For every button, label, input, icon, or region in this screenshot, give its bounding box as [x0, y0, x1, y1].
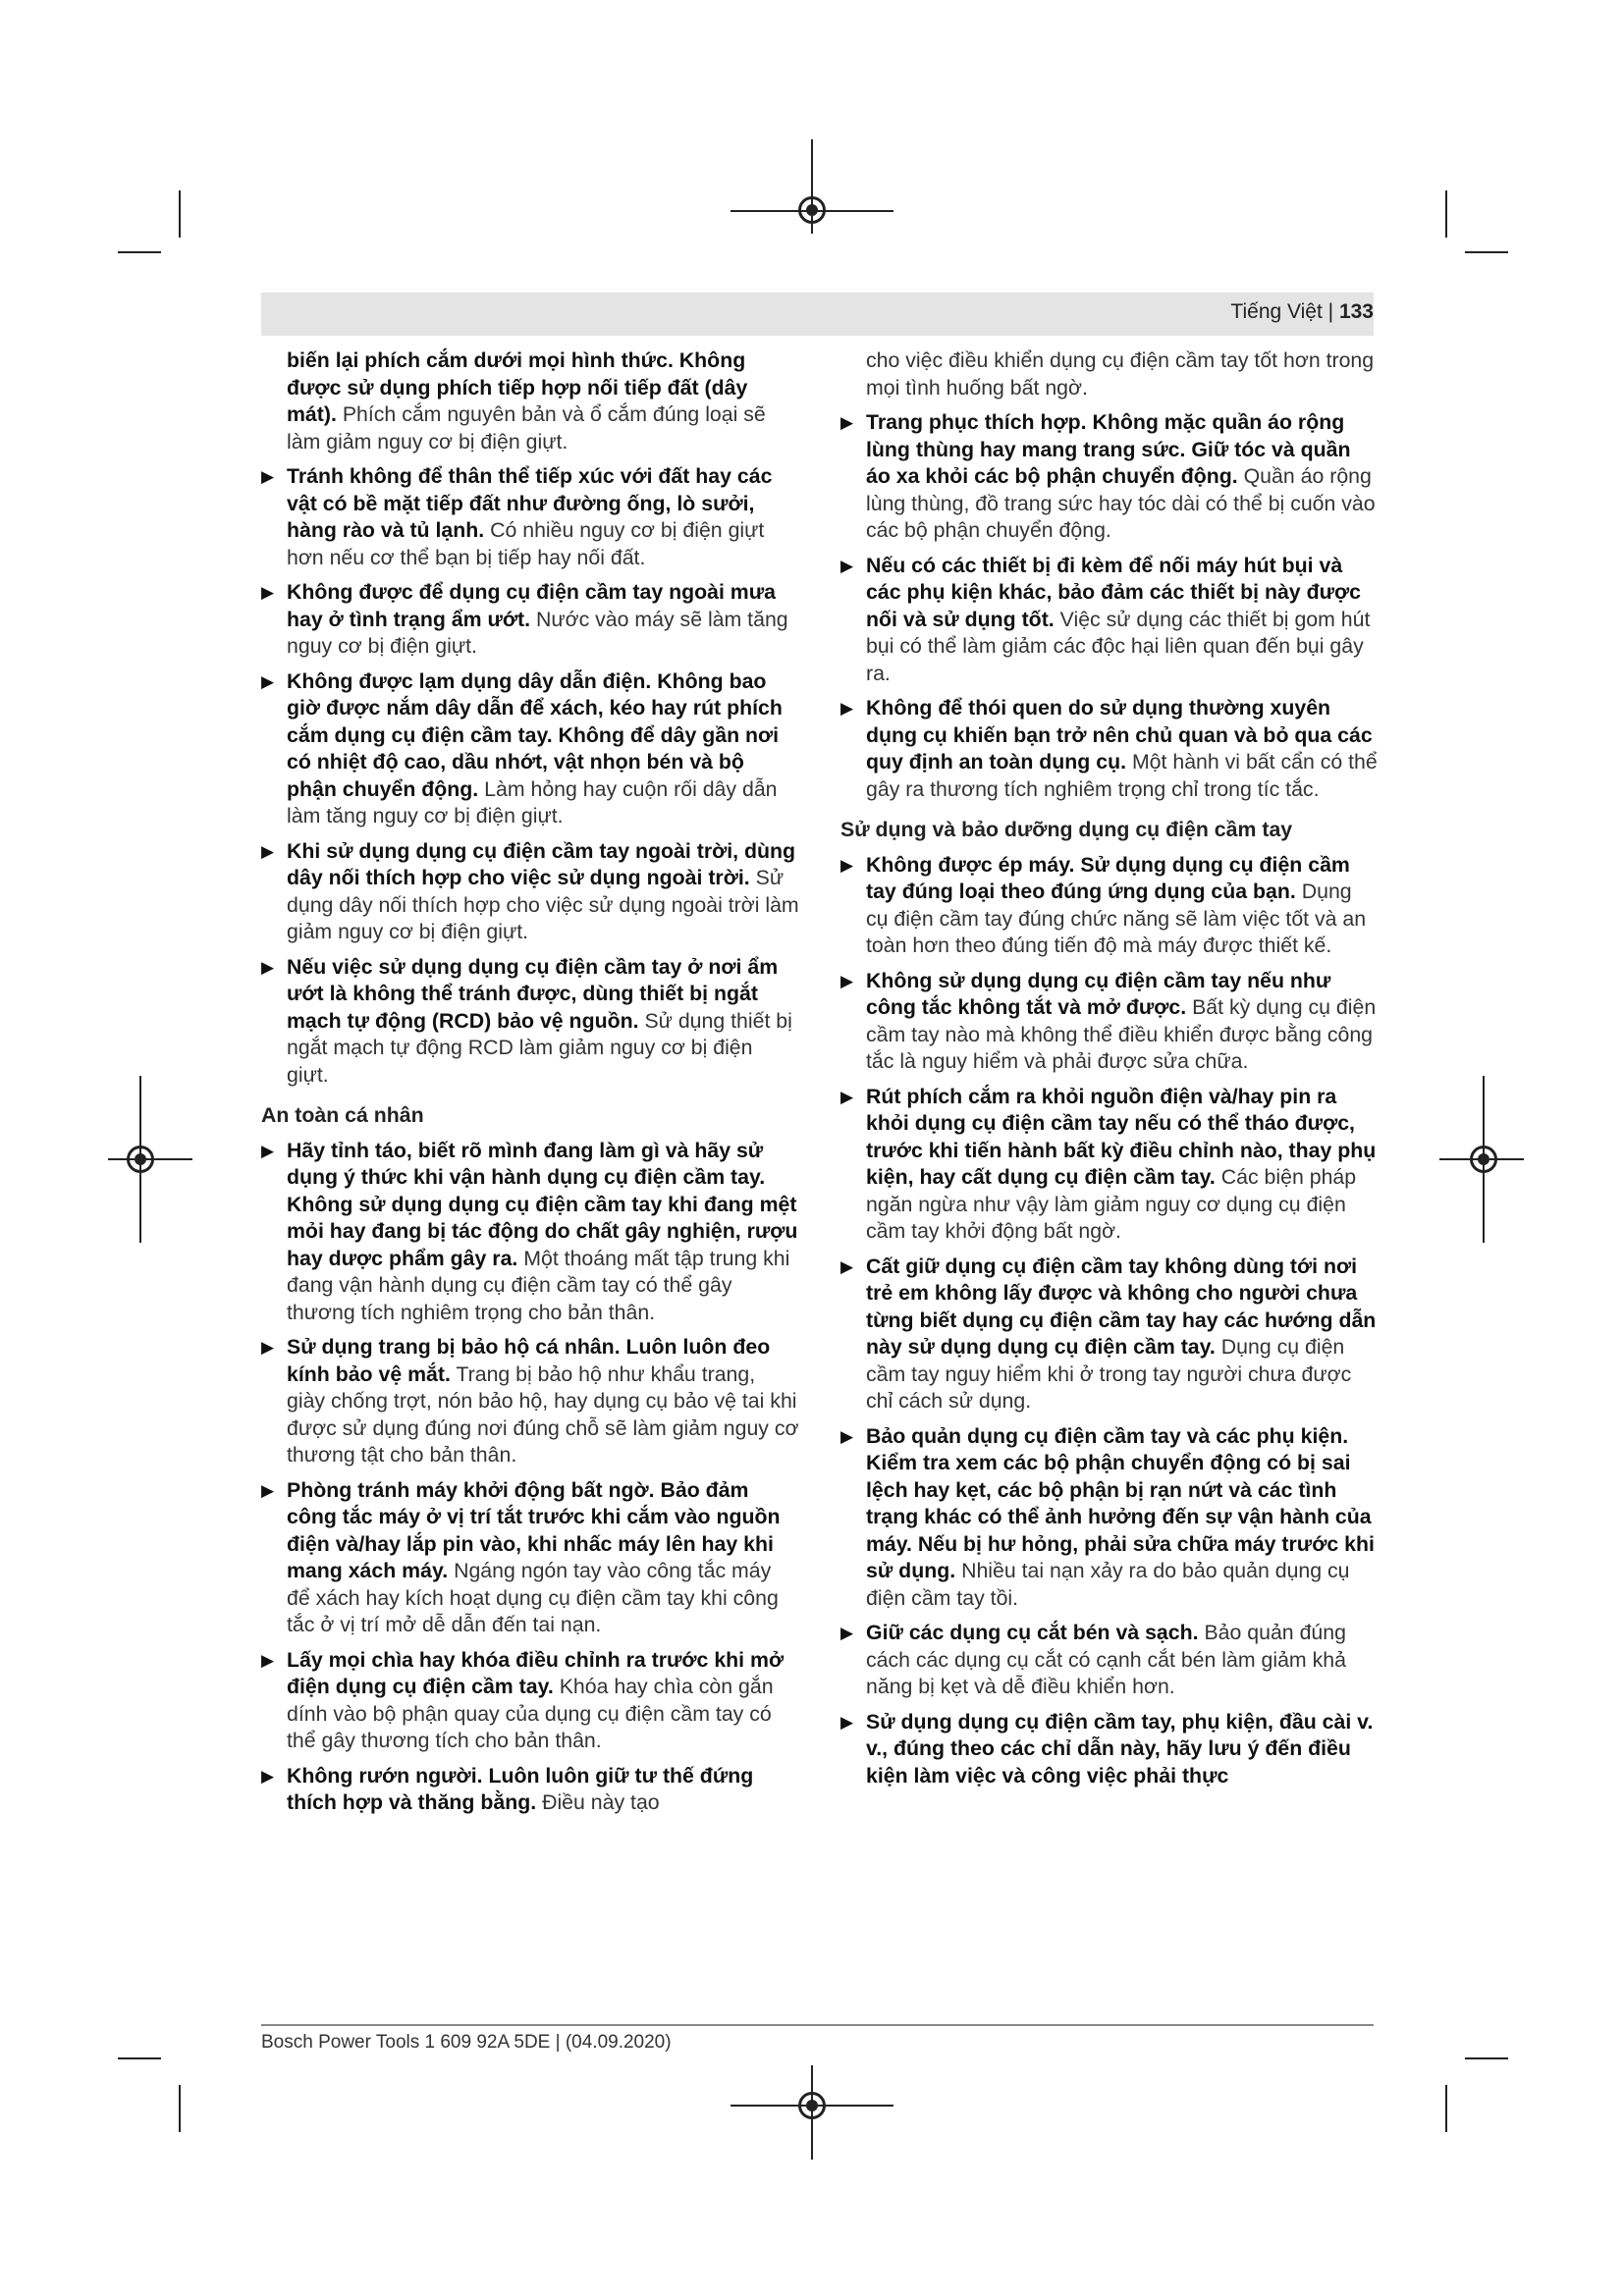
bold-text: biến lại phích cắm dưới mọi hình thức. — [287, 348, 674, 372]
page-number: 133 — [1338, 300, 1374, 323]
body-text: Các biện pháp ngăn ngừa như vậy làm giảm nguy cơ dụng cụ điện cầm tay khởi động bất ngờ. — [866, 1165, 1357, 1243]
list-item — [840, 1084, 1379, 1246]
list-item — [840, 1423, 1379, 1613]
footer-rule — [261, 2024, 1374, 2026]
bullet-arrow-icon: ▶ — [840, 1624, 854, 1642]
body-text: Phích cắm nguyên bản và ổ cắm đúng loại sẽ làm giảm nguy cơ bị điện giựt. — [287, 402, 766, 454]
list-item — [261, 463, 799, 571]
page-header: Tiếng Việt | 133 — [1230, 300, 1374, 323]
bold-text: Không rướn người. Luôn luôn giữ tư thế đứng thích hợp và thăng bằng. — [287, 1763, 754, 1814]
bullet-arrow-icon: ▶ — [840, 1256, 854, 1276]
bold-text: Lấy mọi chìa hay khóa điều chỉnh ra trước khi mở điện dụng cụ điện cầm tay. — [287, 1647, 785, 1698]
body-text: Bất kỳ dụng cụ điện cầm tay nào mà không thể điều khiển được bằng công tắc là nguy hiểm và phải được sửa chữa. — [866, 995, 1377, 1073]
list-item — [840, 409, 1379, 545]
bold-text: Không được ép máy. Sử dụng dụng cụ điện cầm tay đúng loại theo đúng ứng dụng của bạn. — [866, 852, 1350, 903]
bold-text: Không được để dụng cụ điện cầm tay ngoài mưa hay ở tình trạng ẩm ướt. — [287, 580, 777, 631]
left-column — [261, 347, 799, 1825]
bullet-arrow-icon: ▶ — [261, 957, 275, 977]
page-footer: Bosch Power Tools 1 609 92A 5DE | (04.09.2020) — [261, 2032, 672, 2053]
body-text: Điều này tạo — [542, 1790, 660, 1814]
header-language: Tiếng Việt — [1230, 300, 1323, 323]
body-text: Nhiều tai nạn xảy ra do bảo quản dụng cụ điện cầm tay tồi. — [866, 1559, 1350, 1610]
bold-text: Giữ các dụng cụ cắt bén và sạch. — [866, 1621, 1199, 1644]
header-band — [261, 293, 1374, 336]
bold-text: Rút phích cắm ra khỏi nguồn điện và/hay pin ra khỏi dụng cụ điện cầm tay nếu có thể tháo được, trước khi tiến hành bất kỳ điều chỉnh nào, thay phụ kiện, hay cất dụng cụ điện cầm tay. — [866, 1084, 1377, 1189]
crop-mark — [118, 251, 161, 253]
body-text: Dụng cụ điện cầm tay nguy hiểm khi ở trong tay người chưa được chỉ cách sử dụng. — [866, 1335, 1352, 1413]
list-item — [840, 695, 1379, 803]
body-text: Một hành vi bất cẩn có thể gây ra thương tích nghiêm trọng chỉ trong tíc tắc. — [866, 750, 1378, 801]
body-text: Việc sử dụng các thiết bị gom hút bụi có thể làm giảm các độc hại liên quan đến bụi gây ra. — [866, 607, 1371, 685]
bold-text: Tránh không để thân thể tiếp xúc với đất hay các vật có bề mặt tiếp đất như đường ống, lò sưởi, hàng rào và tủ lạnh. — [287, 464, 773, 542]
bold-text: Hãy tỉnh táo, biết rõ mình đang làm gì và hãy sử dụng ý thức khi vận hành dụng cụ điện cầm tay. Không sử dụng dụng cụ điện cầm tay khi đang mệt mỏi hay đang bị tác động do chất gây nghiện, rượu hay dược phẩm gây ra. — [287, 1138, 798, 1270]
bullet-arrow-icon: ▶ — [840, 971, 854, 990]
list-item — [840, 1254, 1379, 1415]
bullet-arrow-icon: ▶ — [261, 1766, 275, 1786]
list-item — [261, 954, 799, 1090]
list-item — [840, 1709, 1379, 1790]
bold-text: Không được sử dụng phích tiếp hợp nối tiếp đất (dây mát). — [287, 348, 748, 426]
body-text: Một thoáng mất tập trung khi đang vận hành dụng cụ điện cầm tay có thể gây thương tích nghiêm trọng cho bản thân. — [287, 1246, 790, 1324]
bullet-arrow-icon: ▶ — [261, 1141, 275, 1160]
section-heading: An toàn cá nhân — [261, 1103, 424, 1127]
bullet-arrow-icon: ▶ — [840, 556, 854, 575]
crop-mark — [1445, 2085, 1447, 2132]
list-item — [840, 553, 1379, 688]
registration-target-icon — [1470, 1146, 1497, 1173]
bold-text: Sử dụng trang bị bảo hộ cá nhân. Luôn luôn đeo kính bảo vệ mắt. — [287, 1335, 771, 1386]
list-item — [840, 968, 1379, 1076]
bold-text: Không được lạm dụng dây dẫn điện. Không bao giờ được nắm dây dẫn để xách, kéo hay rút phích cắm dụng cụ điện cầm tay. Không để dây gần nơi có nhiệt độ cao, dầu nhớt, vật nhọn bén và bộ phận chuyển động. — [287, 668, 783, 801]
body-text: Quần áo rộng lùng thùng, đồ trang sức hay tóc dài có thể bị cuốn vào các bộ phận chuyển động. — [866, 464, 1376, 542]
crop-mark — [179, 190, 181, 238]
bold-text: Nếu việc sử dụng dụng cụ điện cầm tay ở nơi ẩm ướt là không thể tránh được, dùng thiết bị ngắt mạch tự động (RCD) bảo vệ nguồn. — [287, 954, 779, 1033]
body-text: Sử dụng thiết bị ngắt mạch tự động RCD làm giảm nguy cơ bị điện giựt. — [287, 1008, 792, 1087]
continued-paragraph — [840, 347, 1379, 401]
list-item — [840, 852, 1379, 960]
bold-text: Bảo quản dụng cụ điện cầm tay và các phụ kiện. Kiểm tra xem các bộ phận chuyển động có bị sai lệch hay kẹt, các bộ phận bị rạn nứt và các tình trạng khác có thể ảnh hưởng đến sự vận hành của máy. Nếu bị hư hỏng, phải sửa chữa máy trước khi sử dụng. — [866, 1423, 1375, 1582]
bold-text: Không sử dụng dụng cụ điện cầm tay nếu như công tắc không tắt và mở được. — [866, 968, 1331, 1019]
crop-mark — [1465, 2057, 1508, 2059]
list-item — [261, 1334, 799, 1469]
bullet-arrow-icon: ▶ — [840, 413, 854, 432]
bullet-arrow-icon: ▶ — [261, 1338, 275, 1357]
list-item — [261, 1647, 799, 1755]
crop-mark — [118, 2057, 161, 2059]
bullet-arrow-icon: ▶ — [261, 583, 275, 602]
body-text: Làm hỏng hay cuộn rối dây dẫn làm tăng nguy cơ bị điện giựt. — [287, 776, 778, 828]
right-column — [840, 347, 1379, 1797]
bullet-arrow-icon: ▶ — [261, 841, 275, 861]
bold-text: Nếu có các thiết bị đi kèm để nối máy hút bụi và các phụ kiện khác, bảo đảm các thiết bị này được nối và sử dụng tốt. — [866, 553, 1361, 631]
list-item — [261, 1138, 799, 1327]
crop-mark — [179, 2085, 181, 2132]
bold-text: Sử dụng dụng cụ điện cầm tay, phụ kiện, đầu cài v. v., đúng theo các chỉ dẫn này, hãy lưu ý đến điều kiện làm việc và công việc phải thực — [866, 1709, 1374, 1788]
bullet-arrow-icon: ▶ — [840, 1087, 854, 1106]
body-text: Nước vào máy sẽ làm tăng nguy cơ bị điện giựt. — [287, 607, 788, 658]
body-text: Bảo quản đúng cách các dụng cụ cắt có cạnh cắt bén làm giảm khả năng bị kẹt và dễ điều khiển hơn. — [866, 1621, 1346, 1698]
bullet-arrow-icon: ▶ — [261, 671, 275, 691]
registration-target-icon — [127, 1146, 154, 1173]
list-item — [261, 668, 799, 830]
bold-text: Phòng tránh máy khởi động bất ngờ. Bảo đảm công tắc máy ở vị trí tắt trước khi cắm vào nguồn điện và/hay lắp pin vào, khi nhấc máy lên hay khi mang xách máy. — [287, 1477, 781, 1582]
list-item — [261, 1477, 799, 1639]
list-item — [261, 579, 799, 661]
list-item — [840, 1620, 1379, 1701]
bold-text: Không để thói quen do sử dụng thường xuyên dụng cụ khiến bạn trở nên chủ quan và bỏ qua các quy định an toàn dụng cụ. — [866, 696, 1373, 774]
registration-target-icon — [798, 196, 826, 224]
bullet-arrow-icon: ▶ — [261, 1480, 275, 1500]
bold-text: Khi sử dụng dụng cụ điện cầm tay ngoài trời, dùng dây nối thích hợp cho việc sử dụng ngoài trời. — [287, 838, 796, 889]
bullet-arrow-icon: ▶ — [261, 1650, 275, 1670]
registration-target-icon — [798, 2092, 826, 2119]
body-text: Dụng cụ điện cầm tay đúng chức năng sẽ làm việc tốt và an toàn hơn theo đúng tiến độ mà máy được thiết kế. — [866, 880, 1367, 957]
bold-text: Cất giữ dụng cụ điện cầm tay không dùng tới nơi trẻ em không lấy được và không cho người chưa từng biết dụng cụ điện cầm tay hay các hướng dẫn này sử dụng dụng cụ điện cầm tay. — [866, 1254, 1377, 1359]
bullet-arrow-icon: ▶ — [840, 1712, 854, 1732]
bullet-arrow-icon: ▶ — [840, 855, 854, 875]
bullet-arrow-icon: ▶ — [261, 467, 275, 486]
bullet-arrow-icon: ▶ — [840, 699, 854, 718]
body-text: Trang bị bảo hộ như khẩu trang, giày chống trợt, nón bảo hộ, hay dụng cụ bảo vệ tai khi được sử dụng đúng nơi đúng chỗ sẽ làm giảm nguy cơ thương tật cho bản thân. — [287, 1362, 799, 1467]
body-text: Khóa hay chìa còn gắn dính vào bộ phận quay của dụng cụ điện cầm tay có thể gây thương tích cho bản thân. — [287, 1675, 774, 1752]
body-text: Sử dụng dây nối thích hợp cho việc sử dụng ngoài trời làm giảm nguy cơ bị điện giựt. — [287, 866, 799, 943]
bullet-arrow-icon: ▶ — [840, 1426, 854, 1446]
body-text: Có nhiều nguy cơ bị điện giựt hơn nếu cơ thể bạn bị tiếp hay nối đất. — [287, 518, 765, 569]
body-text: Ngáng ngón tay vào công tắc máy để xách hay kích hoạt dụng cụ điện cầm tay khi công tắc ở vị trí mở dễ dẫn đến tai nạn. — [287, 1559, 779, 1636]
section-heading: Sử dụng và bảo dưỡng dụng cụ điện cầm tay — [840, 818, 1293, 841]
list-item — [261, 838, 799, 946]
body-text: cho việc điều khiển dụng cụ điện cầm tay tốt hơn trong mọi tình huống bất ngờ. — [866, 348, 1375, 400]
crop-mark — [1445, 190, 1447, 238]
continued-paragraph — [261, 347, 799, 455]
crop-mark — [1465, 251, 1508, 253]
list-item — [261, 1763, 799, 1817]
bold-text: Trang phục thích hợp. Không mặc quần áo rộng lùng thùng hay mang trang sức. Giữ tóc và quần áo xa khỏi các bộ phận chuyển động. — [866, 410, 1351, 488]
